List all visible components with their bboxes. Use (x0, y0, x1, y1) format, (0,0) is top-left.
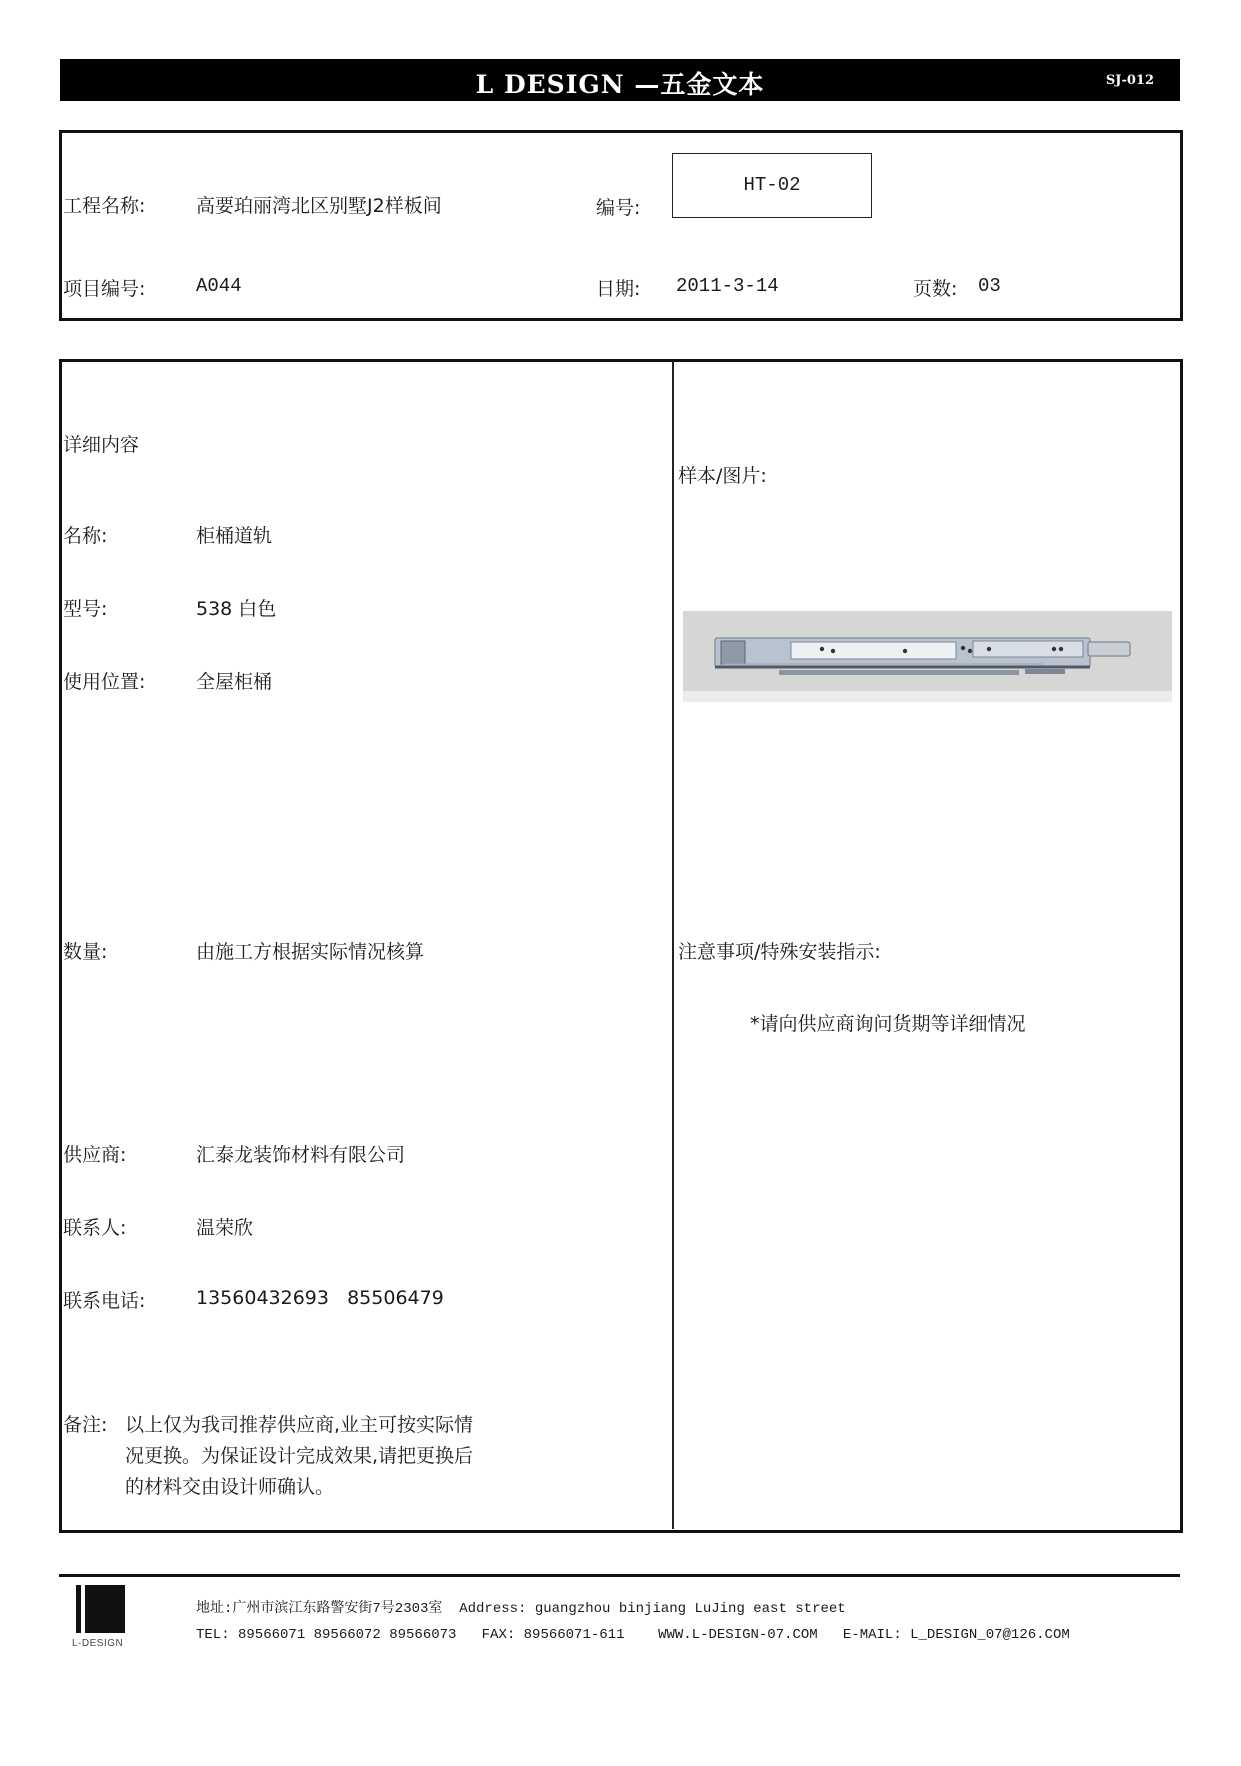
logo-text: L-DESIGN (72, 1638, 124, 1649)
phone-label: 联系电话: (63, 1290, 146, 1312)
remark-line-2: 况更换。为保证设计完成效果,请把更换后 (125, 1445, 474, 1467)
quantity-label: 数量: (63, 941, 108, 963)
contact-label: 联系人: (63, 1217, 127, 1239)
location-value: 全屋柜桶 (196, 671, 273, 693)
remark-label: 备注: (63, 1414, 108, 1436)
model-label: 型号: (63, 598, 108, 620)
project-no-label: 项目编号: (63, 278, 146, 300)
remark-line-1: 以上仅为我司推荐供应商,业主可按实际情 (125, 1414, 474, 1436)
contact-value: 温荣欣 (196, 1217, 254, 1239)
date-label: 日期: (596, 278, 641, 300)
project-name-value: 高要珀丽湾北区别墅J2样板间 (196, 195, 442, 217)
number-label: 编号: (596, 197, 641, 219)
title-bar (60, 59, 1180, 101)
date-value: 2011-3-14 (676, 275, 779, 297)
number-box (672, 153, 872, 218)
location-label: 使用位置: (63, 671, 146, 693)
number-value: HT-02 (743, 174, 801, 196)
model-value: 538 白色 (196, 598, 277, 620)
page-label: 页数: (913, 278, 958, 300)
details-heading: 详细内容 (63, 434, 140, 456)
supplier-label: 供应商: (63, 1144, 127, 1166)
name-value: 柜桶道轨 (196, 525, 273, 547)
document-code: SJ-012 (1105, 73, 1154, 88)
drawer-slide-photo (683, 611, 1172, 702)
project-name-label: 工程名称: (63, 195, 146, 217)
footer-contacts: TEL: 89566071 89566072 89566073 FAX: 89566071-611 WWW.L-DESIGN-07.COM E-MAIL: L_DESIGN_07@126.COM (196, 1627, 1070, 1643)
phone-value: 13560432693 85506479 (196, 1287, 444, 1309)
project-no-value: A044 (196, 275, 242, 297)
sample-label: 样本/图片: (678, 465, 767, 487)
remark-line-3: 的材料交由设计师确认。 (125, 1476, 335, 1498)
footer-address: 地址:广州市滨江东路警安街7号2303室 Address: guangzhou binjiang LuJing east street (196, 1601, 846, 1617)
name-label: 名称: (63, 525, 108, 547)
supplier-value: 汇泰龙装饰材料有限公司 (196, 1144, 406, 1166)
footer-divider (59, 1574, 1180, 1577)
quantity-value: 由施工方根据实际情况核算 (196, 941, 425, 963)
drawer-slide-image (683, 611, 1172, 702)
notes-label: 注意事项/特殊安装指示: (678, 941, 881, 963)
column-divider (672, 361, 674, 1529)
l-design-logo (76, 1585, 134, 1637)
notes-text: *请向供应商询问货期等详细情况 (750, 1013, 1026, 1035)
page-value: 03 (978, 275, 1001, 297)
document-title: L DESIGN —五金文本 (475, 70, 765, 99)
